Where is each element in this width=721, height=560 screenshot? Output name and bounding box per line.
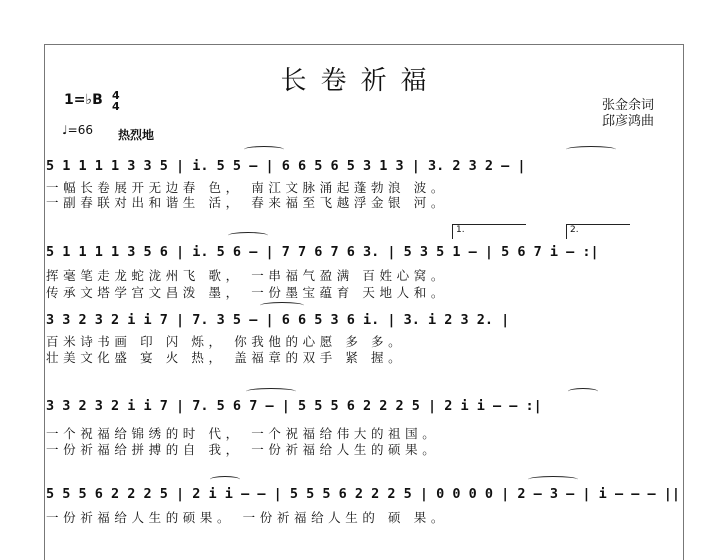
notation-line-5: 5 5 5 6 2 2 2 5 | 2 i i – – | 5 5 5 6 2 2 2 5 | 0 0 0 0 | 2 – 3 – | i – – – ||: [46, 486, 680, 502]
lyric-line-2-verse-1: 挥毫笔走龙蛇泷州飞 歌， 一串福气盈满 百姓心窝。: [46, 268, 448, 283]
expression-marking: 热烈地: [118, 128, 155, 142]
second-ending-bracket: 2.: [566, 224, 630, 239]
lyric-line-2-verse-2: 传承文塔学宫文昌泼 墨， 一份墨宝蕴育 天地人和。: [46, 285, 448, 300]
key-signature: 1=♭B: [64, 92, 103, 108]
lyric-line-1-verse-1: 一幅长卷展开无边春 色， 南江文脉涌起蓬勃浪 波。: [46, 180, 448, 195]
slur: [566, 146, 616, 153]
slur: [244, 146, 284, 153]
lyric-line-4-verse-2: 一份祈福给拼搏的自 我， 一份祈福给人生的硕果。: [46, 442, 440, 457]
notation-line-2: 5 1 1 1 1 3 5 6 | i. 5 6 – | 7 7 6 7 6 3. | 5 3 5 1 – | 5 6 7 i – :|: [46, 244, 599, 260]
notation-line-1: 5 1 1 1 1 3 3 5 | i. 5 5 – | 6 6 5 6 5 3 1 3 | 3. 2 3 2 – |: [46, 158, 526, 174]
slur: [210, 476, 240, 483]
slur: [228, 232, 268, 239]
lyric-line-5: 一份祈福给人生的硕果。 一份祈福给人生的 硕 果。: [46, 510, 448, 525]
notation-line-4: 3 3 2 3 2 i i 7 | 7. 5 6 7 – | 5 5 5 6 2 2 2 5 | 2 i i – – :|: [46, 398, 542, 414]
lyric-line-3-verse-2: 壮美文化盛 宴 火 热， 盖福章的双手 紧 握。: [46, 350, 406, 365]
slur: [528, 476, 578, 483]
slur: [246, 388, 296, 395]
first-ending-bracket: 1.: [452, 224, 526, 239]
score-frame: [44, 44, 684, 560]
song-title: 长卷祈福: [280, 66, 441, 96]
lyric-line-4-verse-1: 一个祝福给锦绣的时 代， 一个祝福给伟大的祖国。: [46, 426, 440, 441]
slur: [568, 388, 598, 395]
slur: [260, 302, 304, 309]
lyricist-credit: 张金余词: [602, 98, 655, 113]
lyric-line-3-verse-1: 百米诗书画 印 闪 烁， 你我他的心愿 多 多。: [46, 334, 406, 349]
composer-credit: 邱彦鸿曲: [602, 114, 655, 129]
lyric-line-1-verse-2: 一副春联对出和谐生 活， 春来福至飞越浮金银 河。: [46, 195, 448, 210]
tempo-marking: ♩=66: [62, 123, 93, 137]
time-signature: 4 4: [112, 89, 120, 113]
notation-line-3: 3 3 2 3 2 i i 7 | 7. 3 5 – | 6 6 5 3 6 i. | 3. i 2 3 2. |: [46, 312, 510, 328]
